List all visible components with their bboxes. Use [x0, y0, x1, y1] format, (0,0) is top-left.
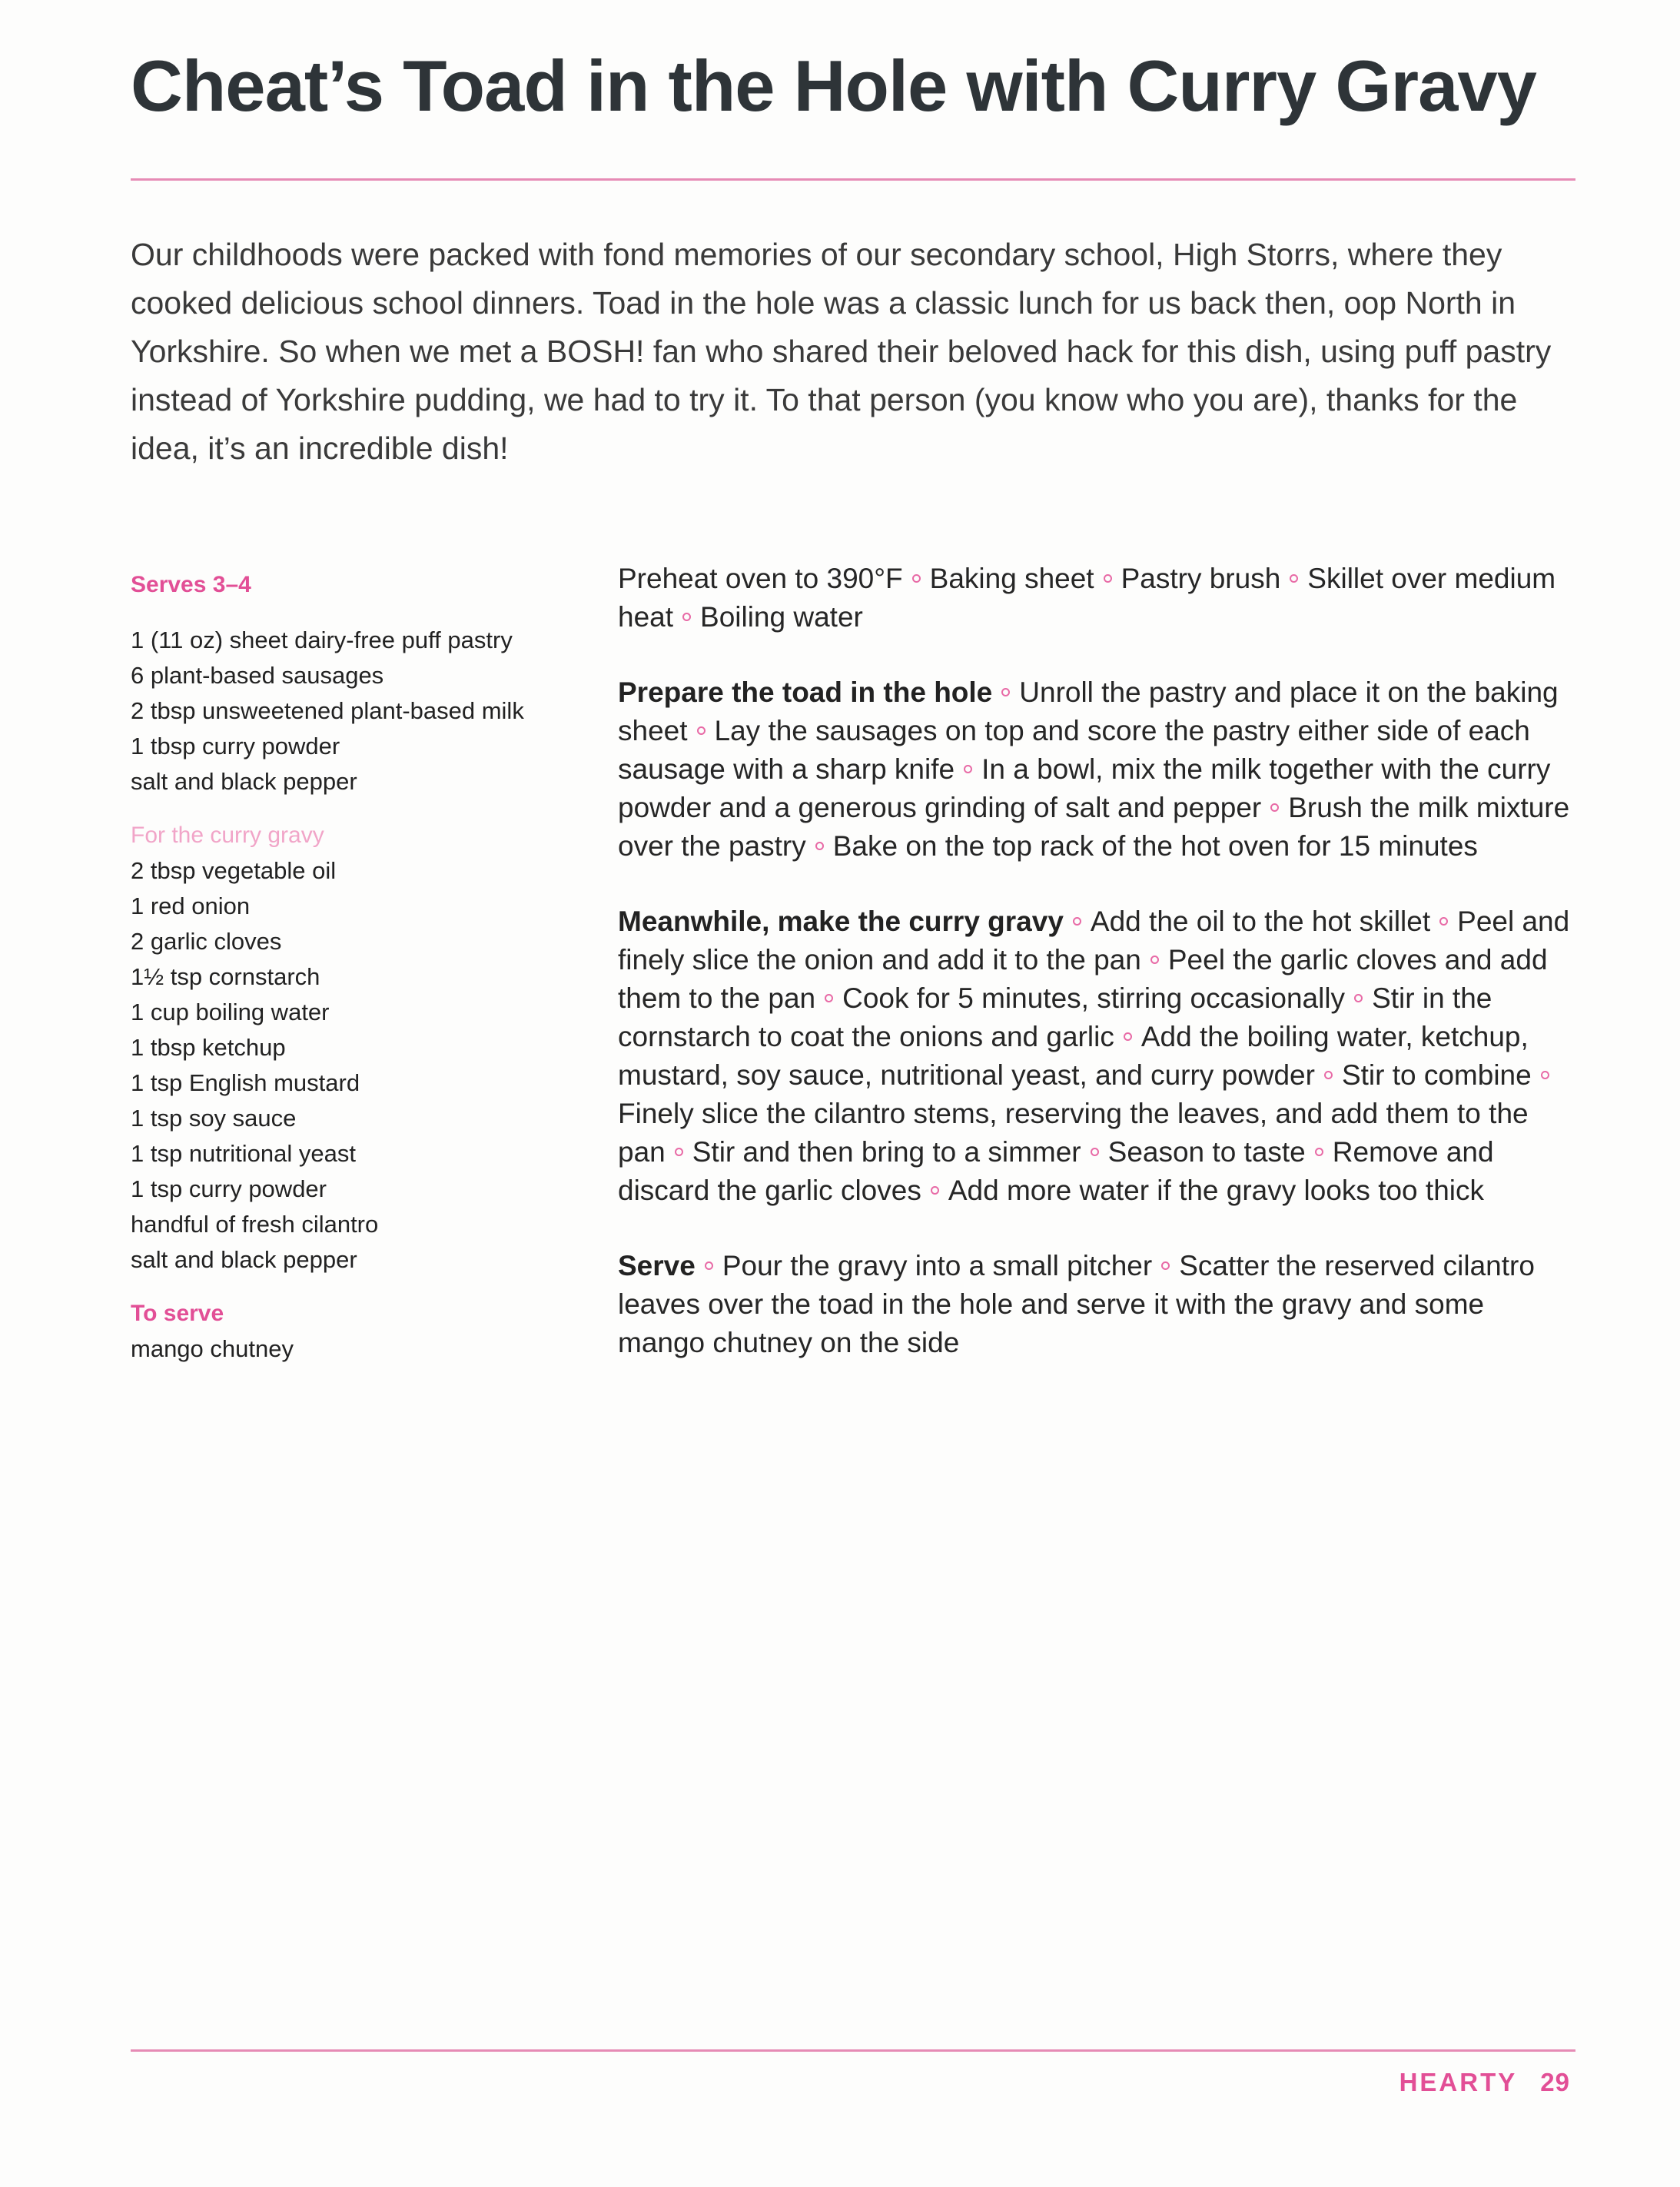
- ingredient-item: handful of fresh cilantro: [131, 1211, 379, 1238]
- top-divider: [131, 178, 1575, 181]
- ingredient-item: 1 tbsp ketchup: [131, 1034, 286, 1061]
- bullet-dot-icon: [1439, 917, 1448, 926]
- bullet-dot-icon: [1270, 803, 1279, 812]
- bullet-dot-icon: [697, 726, 706, 735]
- bullet-dot-icon: [1150, 956, 1159, 964]
- step-action: Add the oil to the hot skillet: [1090, 906, 1431, 937]
- ingredient-item: 1 tsp curry powder: [131, 1175, 327, 1202]
- section-label: HEARTY: [1399, 2068, 1518, 2096]
- step-action: Peel and finely slice the onion and add it to the pan: [618, 906, 1570, 976]
- equipment-item: Pastry brush: [1121, 563, 1281, 594]
- equipment-line: [618, 560, 1579, 636]
- ingredient-item: 1 (11 oz) sheet dairy-free puff pastry: [131, 627, 513, 653]
- step-action: In a bowl, mix the milk together with the curry powder and a generous grinding of salt and pepper: [618, 753, 1551, 823]
- step-action: Season to taste: [1107, 1136, 1306, 1168]
- ingredient-item: 1 tsp nutritional yeast: [131, 1140, 356, 1167]
- gravy-ingredient-list: [131, 853, 592, 1278]
- step-action: Stir to combine: [1341, 1059, 1532, 1091]
- ingredient-item: 2 tbsp unsweetened plant-based milk: [131, 697, 524, 724]
- bullet-dot-icon: [675, 1148, 683, 1156]
- bullet-dot-icon: [705, 1261, 713, 1270]
- step-action: Add more water if the gravy looks too thick: [948, 1175, 1484, 1206]
- bullet-dot-icon: [1073, 917, 1081, 926]
- page-number: 29: [1540, 2068, 1570, 2096]
- bottom-divider: [131, 2049, 1575, 2052]
- ingredient-item: 1½ tsp cornstarch: [131, 963, 320, 990]
- ingredient-item: mango chutney: [131, 1335, 294, 1362]
- bullet-dot-icon: [1104, 574, 1112, 583]
- step-title: Prepare the toad in the hole: [618, 676, 993, 708]
- equipment-item: Baking sheet: [929, 563, 1094, 594]
- bullet-dot-icon: [1354, 994, 1363, 1002]
- spacer: [131, 1278, 592, 1296]
- page-footer: [1399, 2068, 1570, 2097]
- ingredient-item: 2 garlic cloves: [131, 928, 282, 955]
- bullet-dot-icon: [931, 1186, 939, 1195]
- spacer: [131, 799, 592, 818]
- bullet-dot-icon: [1124, 1032, 1132, 1041]
- ingredient-item: 6 plant-based sausages: [131, 662, 384, 689]
- intro-paragraph: Our childhoods were packed with fond memories of our secondary school, High Storrs, where they cooked delicious school dinners. Toad in the hole was a classic lunch for us back then, oop North in Yorkshire. So when we met a BOSH! fan who shared their beloved hack for this dish, using puff pastry instead of Yorkshire pudding, we had to try it. To that person (you know who you are), thanks for the idea, it’s an incredible dish!: [131, 237, 1552, 466]
- bullet-dot-icon: [1290, 574, 1298, 583]
- bullet-dot-icon: [1091, 1148, 1099, 1156]
- bullet-dot-icon: [1001, 688, 1010, 696]
- spacer: [131, 603, 592, 623]
- serve-ingredient-list: [131, 1331, 592, 1367]
- equipment-item: Boiling water: [700, 601, 863, 633]
- step-title: Serve: [618, 1250, 696, 1281]
- method-step: [618, 1247, 1579, 1362]
- method-step: [618, 673, 1579, 866]
- gravy-heading: For the curry gravy: [131, 823, 324, 848]
- ingredient-item: salt and black pepper: [131, 768, 357, 795]
- step-action: Pour the gravy into a small pitcher: [722, 1250, 1153, 1281]
- bullet-dot-icon: [815, 842, 824, 850]
- bullet-dot-icon: [1541, 1071, 1549, 1079]
- ingredient-item: 1 tsp soy sauce: [131, 1105, 297, 1132]
- step-action: Remove and discard the garlic cloves: [618, 1136, 1494, 1206]
- bullet-dot-icon: [1324, 1071, 1333, 1079]
- step-title: Meanwhile, make the curry gravy: [618, 906, 1064, 937]
- ingredient-item: 1 tsp English mustard: [131, 1069, 360, 1096]
- step-action: Bake on the top rack of the hot oven for 15 minutes: [832, 830, 1478, 862]
- ingredient-item: 2 tbsp vegetable oil: [131, 857, 337, 884]
- step-action: Lay the sausages on top and score the pastry either side of each sausage with a sharp knife: [618, 715, 1530, 785]
- bullet-dot-icon: [1161, 1261, 1170, 1270]
- step-action: Stir and then bring to a simmer: [692, 1136, 1081, 1168]
- step-action: Add the boiling water, ketchup, mustard, soy sauce, nutritional yeast, and curry powder: [618, 1021, 1529, 1091]
- recipe-title: Cheat’s Toad in the Hole with Curry Gravy: [131, 45, 1536, 126]
- step-action: Finely slice the cilantro stems, reserving the leaves, and add them to the pan: [618, 1098, 1529, 1168]
- equipment-item: Preheat oven to 390°F: [618, 563, 903, 594]
- serve-heading: To serve: [131, 1301, 224, 1326]
- ingredient-item: 1 tbsp curry powder: [131, 733, 340, 759]
- method-column: [618, 560, 1579, 1399]
- step-action: Scatter the reserved cilantro leaves over the toad in the hole and serve it with the gravy and some mango chutney on the side: [618, 1250, 1535, 1358]
- step-action: Stir in the cornstarch to coat the onions and garlic: [618, 982, 1492, 1052]
- ingredient-item: 1 cup boiling water: [131, 999, 330, 1025]
- step-action: Unroll the pastry and place it on the baking sheet: [618, 676, 1559, 746]
- serves-label: Serves 3–4: [131, 572, 251, 597]
- bullet-dot-icon: [825, 994, 833, 1002]
- bullet-dot-icon: [912, 574, 921, 583]
- bullet-dot-icon: [1315, 1148, 1323, 1156]
- bullet-dot-icon: [964, 765, 972, 773]
- step-action: Peel the garlic cloves and add them to the pan: [618, 944, 1548, 1014]
- ingredients-column: [131, 567, 592, 1367]
- main-ingredient-list: [131, 623, 592, 799]
- method-step: [618, 902, 1579, 1210]
- ingredient-item: 1 red onion: [131, 892, 251, 919]
- ingredient-item: salt and black pepper: [131, 1246, 357, 1273]
- step-action: Cook for 5 minutes, stirring occasionally: [842, 982, 1346, 1014]
- equipment-item: Skillet over medium heat: [618, 563, 1556, 633]
- step-action: Brush the milk mixture over the pastry: [618, 792, 1570, 862]
- bullet-dot-icon: [682, 613, 691, 621]
